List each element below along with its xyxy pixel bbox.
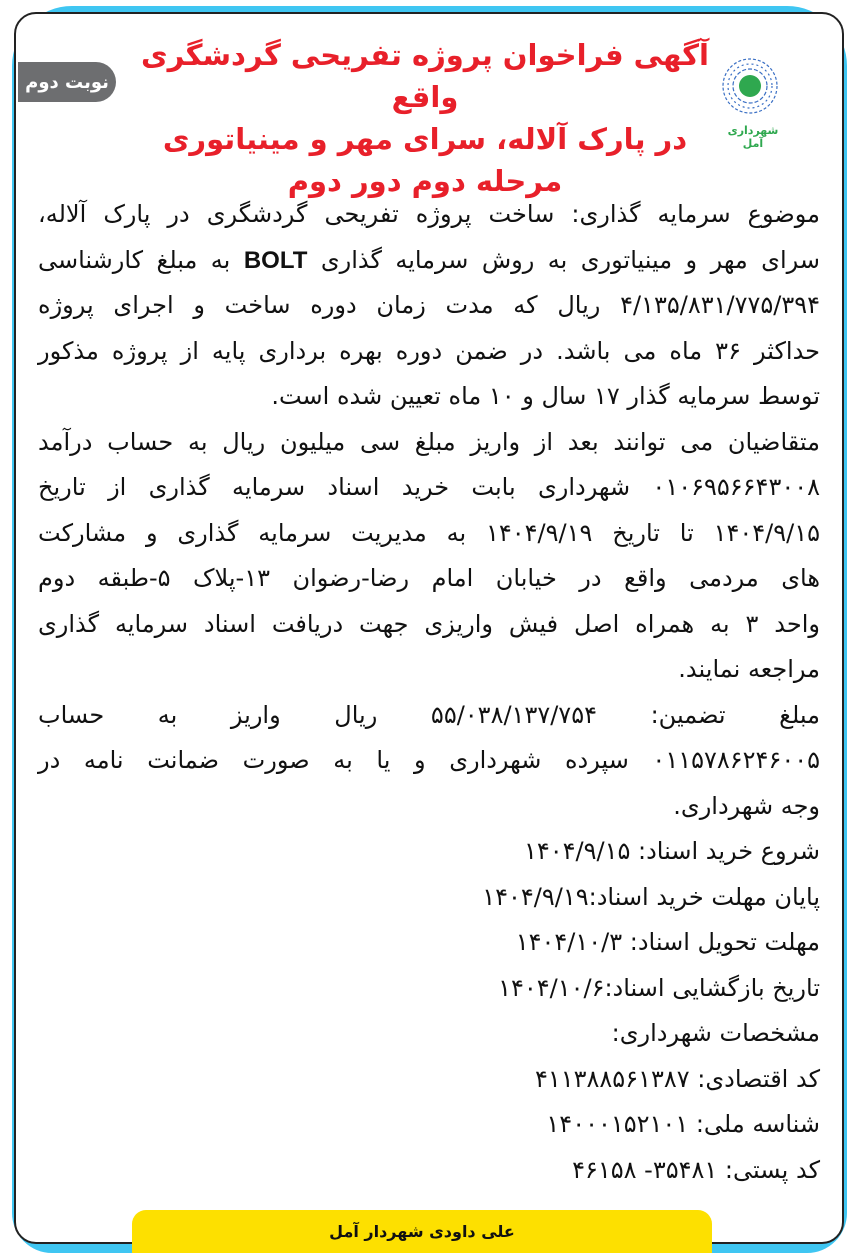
- body-line: مراجعه نمایند.: [678, 655, 820, 683]
- guarantee-line: مبلغ تضمین: ۵۵/۰۳۸/۱۳۷/۷۵۴ ریال واریز به حساب: [38, 700, 820, 729]
- title-line: آگهی فراخوان پروژه تفریحی گردشگری واقع: [141, 38, 709, 114]
- postal-code: کد پستی: ۳۵۴۸۱- ۴۶۱۵۸: [572, 1155, 820, 1184]
- body-line: متقاضیان می توانند بعد از واریز مبلغ سی میلیون ریال به حساب درآمد: [38, 427, 820, 456]
- body-line: ۰۱۱۵۷۸۶۲۴۶۰۰۵ سپرده شهرداری و یا به صورت ضمانت نامه در: [38, 746, 820, 774]
- body-line: ۱۴۰۴/۹/۱۵ تا تاریخ ۱۴۰۴/۹/۱۹ به مدیریت سرمایه گذاری و مشارکت: [38, 518, 821, 547]
- body-text: سرای مهر و مینیاتوری به روش سرمایه گذاری: [320, 245, 820, 274]
- body-line: حداکثر ۳۶ ماه می باشد. در ضمن دوره بهره برداری پایه از پروژه مذکور: [38, 336, 821, 365]
- logo-caption: شهرداری آمل: [727, 124, 779, 150]
- body-line: های مردمی واقع در خیابان امام رضا-رضوان ۱۳-پلاک ۵-طبقه دوم: [38, 564, 820, 592]
- title-line: در پارک آلاله، سرای مهر و مینیاتوری: [162, 122, 688, 156]
- national-id: شناسه ملی: ۱۴۰۰۰۱۵۲۱۰۱: [546, 1110, 820, 1138]
- ad-body: [38, 192, 820, 1193]
- body-line: ۴/۱۳۵/۸۳۱/۷۷۵/۳۹۴ ریال که مدت زمان دوره ساخت و اجرای پروژه: [38, 291, 820, 319]
- body-line: موضوع سرمایه گذاری: ساخت پروژه تفریحی گردشگری در پارک آلاله،: [38, 200, 820, 228]
- round-badge: نوبت دوم: [18, 62, 116, 102]
- economic-code: کد اقتصادی: ۴۱۱۳۸۸۵۶۱۳۸۷: [534, 1064, 820, 1093]
- amol-municipality-logo-icon: [720, 56, 780, 116]
- body-text: به مبلغ کارشناسی: [38, 245, 231, 274]
- body-line: وجه شهرداری.: [673, 791, 820, 820]
- body-line: واحد ۳ به همراه اصل فیش واریزی جهت دریافت اسناد سرمایه گذاری: [38, 609, 820, 638]
- signature-banner: علی داودی شهردار آمل: [132, 1210, 712, 1253]
- doc-opening-date: تاریخ بازگشایی اسناد:۱۴۰۴/۱۰/۶: [498, 973, 820, 1002]
- doc-purchase-start: شروع خرید اسناد: ۱۴۰۴/۹/۱۵: [523, 837, 820, 865]
- body-line: توسط سرمایه گذار ۱۷ سال و ۱۰ ماه تعیین شده است.: [271, 382, 820, 410]
- body-line: [38, 238, 820, 284]
- ad-title: [140, 34, 710, 202]
- body-line: ۰۱۰۶۹۵۶۶۴۳۰۰۸ شهرداری بابت خرید اسناد سرمایه گذاری از تاریخ: [38, 473, 820, 501]
- doc-purchase-deadline: پایان مهلت خرید اسناد:۱۴۰۴/۹/۱۹: [482, 882, 820, 911]
- doc-delivery-deadline: مهلت تحویل اسناد: ۱۴۰۴/۱۰/۳: [515, 928, 820, 956]
- bolt-term: BOLT: [243, 246, 308, 274]
- municipality-details-heading: مشخصات شهرداری:: [611, 1019, 820, 1047]
- title-line: مرحله دوم دور دوم: [287, 164, 563, 198]
